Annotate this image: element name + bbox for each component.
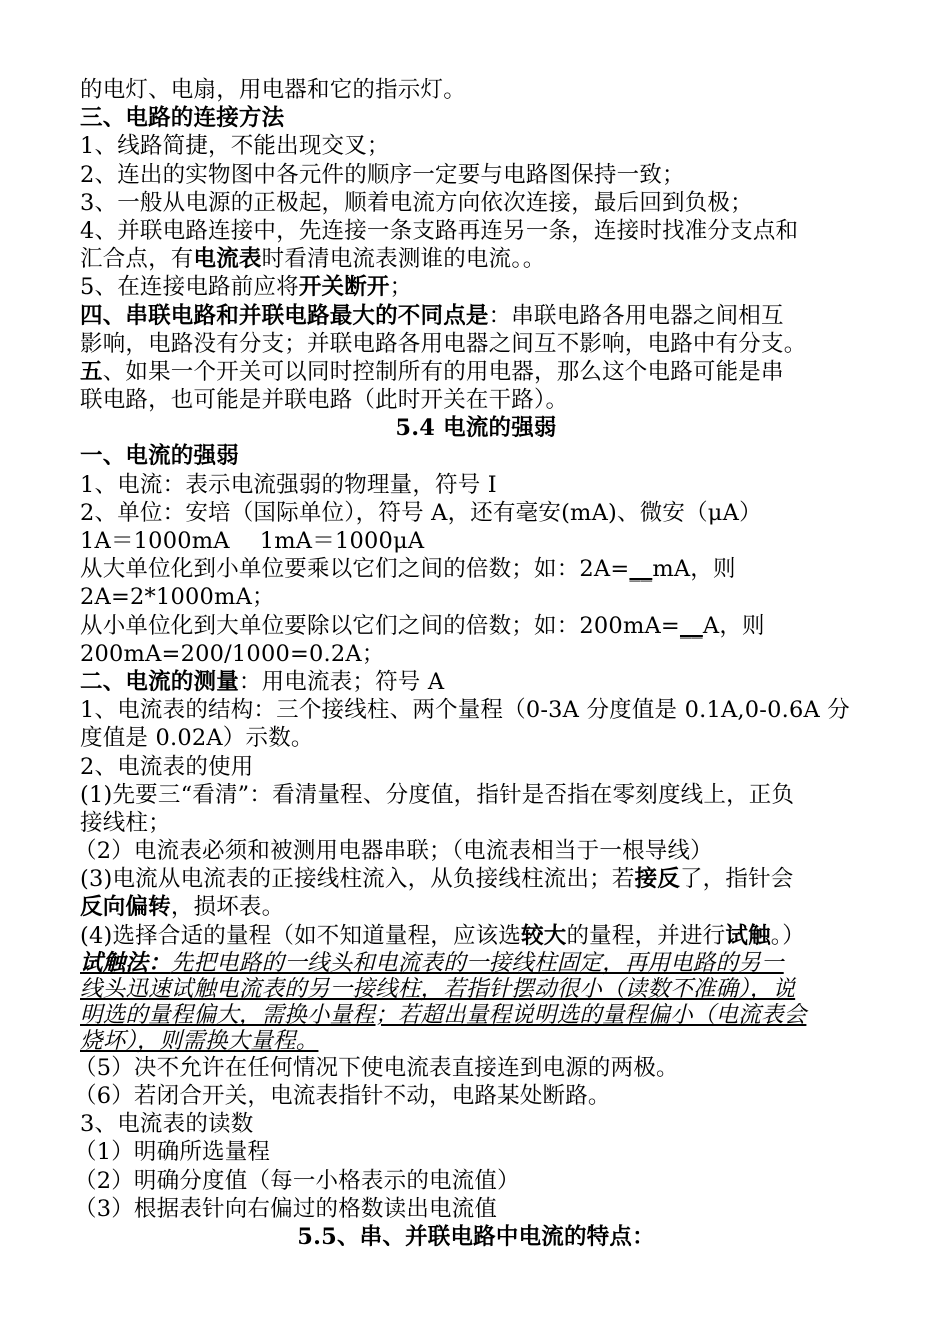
text-line: 2、电流表的使用 bbox=[80, 753, 254, 780]
text-line: 4、并联电路连接中，先连接一条支路再连另一条，连接时找准分支点和 bbox=[80, 217, 799, 244]
text-line: 明选的量程偏大，需换小量程；若超出量程说明选的量程偏小（电流表会 bbox=[80, 1001, 807, 1028]
section-heading: 三、电路的连接方法 bbox=[80, 105, 285, 132]
text-line: 2、连出的实物图中各元件的顺序一定要与电路图保持一致； bbox=[80, 161, 685, 188]
text-line: 1、电流表的结构：三个接线柱、两个量程（0-3A 分度值是 0.1A,0-0.6A 分 bbox=[80, 697, 850, 724]
text-line: 3、一般从电源的正极起，顺着电流方向依次连接，最后回到负极； bbox=[80, 189, 753, 216]
section-heading: 一、电流的强弱 bbox=[80, 443, 239, 470]
text-line: 5、在连接电路前应将开关断开； bbox=[80, 274, 413, 301]
chapter-title: 5.5、串、并联电路中电流的特点： bbox=[297, 1223, 655, 1250]
text-line: 1、线路简捷，不能出现交叉； bbox=[80, 133, 390, 160]
text-line: （1）明确所选量程 bbox=[74, 1139, 271, 1166]
document-page bbox=[74, 76, 872, 1251]
text-line: （5）决不允许在任何情况下使电流表直接连到电源的两极。 bbox=[74, 1054, 679, 1081]
text-line: 反向偏转，损坏表。 bbox=[80, 894, 285, 921]
text-line: （6）若闭合开关，电流表指针不动，电路某处断路。 bbox=[74, 1083, 611, 1109]
text-line: 1、电流：表示电流强弱的物理量，符号 I bbox=[80, 471, 497, 498]
text-line: （2）明确分度值（每一小格表示的电流值） bbox=[74, 1167, 520, 1194]
text-line: 烧坏），则需换大量程。 bbox=[80, 1027, 319, 1054]
text-line: (1)先要三“看清”：看清量程、分度值，指针是否指在零刻度线上，正负 bbox=[80, 781, 795, 808]
text-line: 接线柱； bbox=[80, 809, 171, 836]
text-line: 五、如果一个开关可以同时控制所有的用电器，那么这个电路可能是串 bbox=[80, 358, 784, 385]
text-line: 汇合点，有电流表时看清电流表测谁的电流。。 bbox=[80, 246, 546, 273]
text-line: （2）电流表必须和被测用电器串联；（电流表相当于一根导线） bbox=[74, 838, 713, 865]
text-line: 试触法：先把电路的一线头和电流表的一接线柱固定，再用电路的另一 bbox=[80, 949, 784, 976]
text-line: 线头迅速试触电流表的另一接线柱，若指针摆动很小（读数不准确），说 bbox=[80, 975, 796, 1002]
text-line: 1A＝1000mA 1mA＝1000μA bbox=[80, 528, 425, 554]
text-line: (4)选择合适的量程（如不知道量程，应该选较大的量程，并进行试触。） bbox=[80, 922, 805, 949]
chapter-title: 5.4 电流的强弱 bbox=[395, 415, 557, 442]
text-line: 3、电流表的读数 bbox=[80, 1111, 254, 1138]
text-line: 联电路，也可能是并联电路（此时开关在干路）。 bbox=[80, 387, 569, 414]
text-line: 2A=2*1000mA； bbox=[80, 584, 275, 611]
text-line: 二、电流的测量：用电流表；符号 A bbox=[80, 668, 445, 695]
text-line: 从大单位化到小单位要乘以它们之间的倍数；如：2A=__mA，则 bbox=[80, 556, 736, 583]
text-line: 从小单位化到大单位要除以它们之间的倍数；如：200mA=__A，则 bbox=[80, 612, 765, 639]
text-line: 影响，电路没有分支；并联电路各用电器之间互不影响，电路中有分支。 bbox=[80, 330, 807, 357]
text-line: (3)电流从电流表的正接线柱流入，从负接线柱流出；若接反了，指针会 bbox=[80, 866, 794, 893]
text-line: 200mA=200/1000=0.2A； bbox=[80, 640, 385, 667]
text-line: 四、串联电路和并联电路最大的不同点是：串联电路各用电器之间相互 bbox=[80, 302, 784, 329]
text-line: 的电灯、电扇，用电器和它的指示灯。 bbox=[80, 77, 466, 103]
text-line: 度值是 0.02A）示数。 bbox=[80, 725, 314, 752]
text-line: 2、单位：安培（国际单位），符号 A，还有毫安(mA)、微安（μA） bbox=[80, 499, 762, 526]
text-line: （3）根据表针向右偏过的格数读出电流值 bbox=[74, 1195, 498, 1222]
